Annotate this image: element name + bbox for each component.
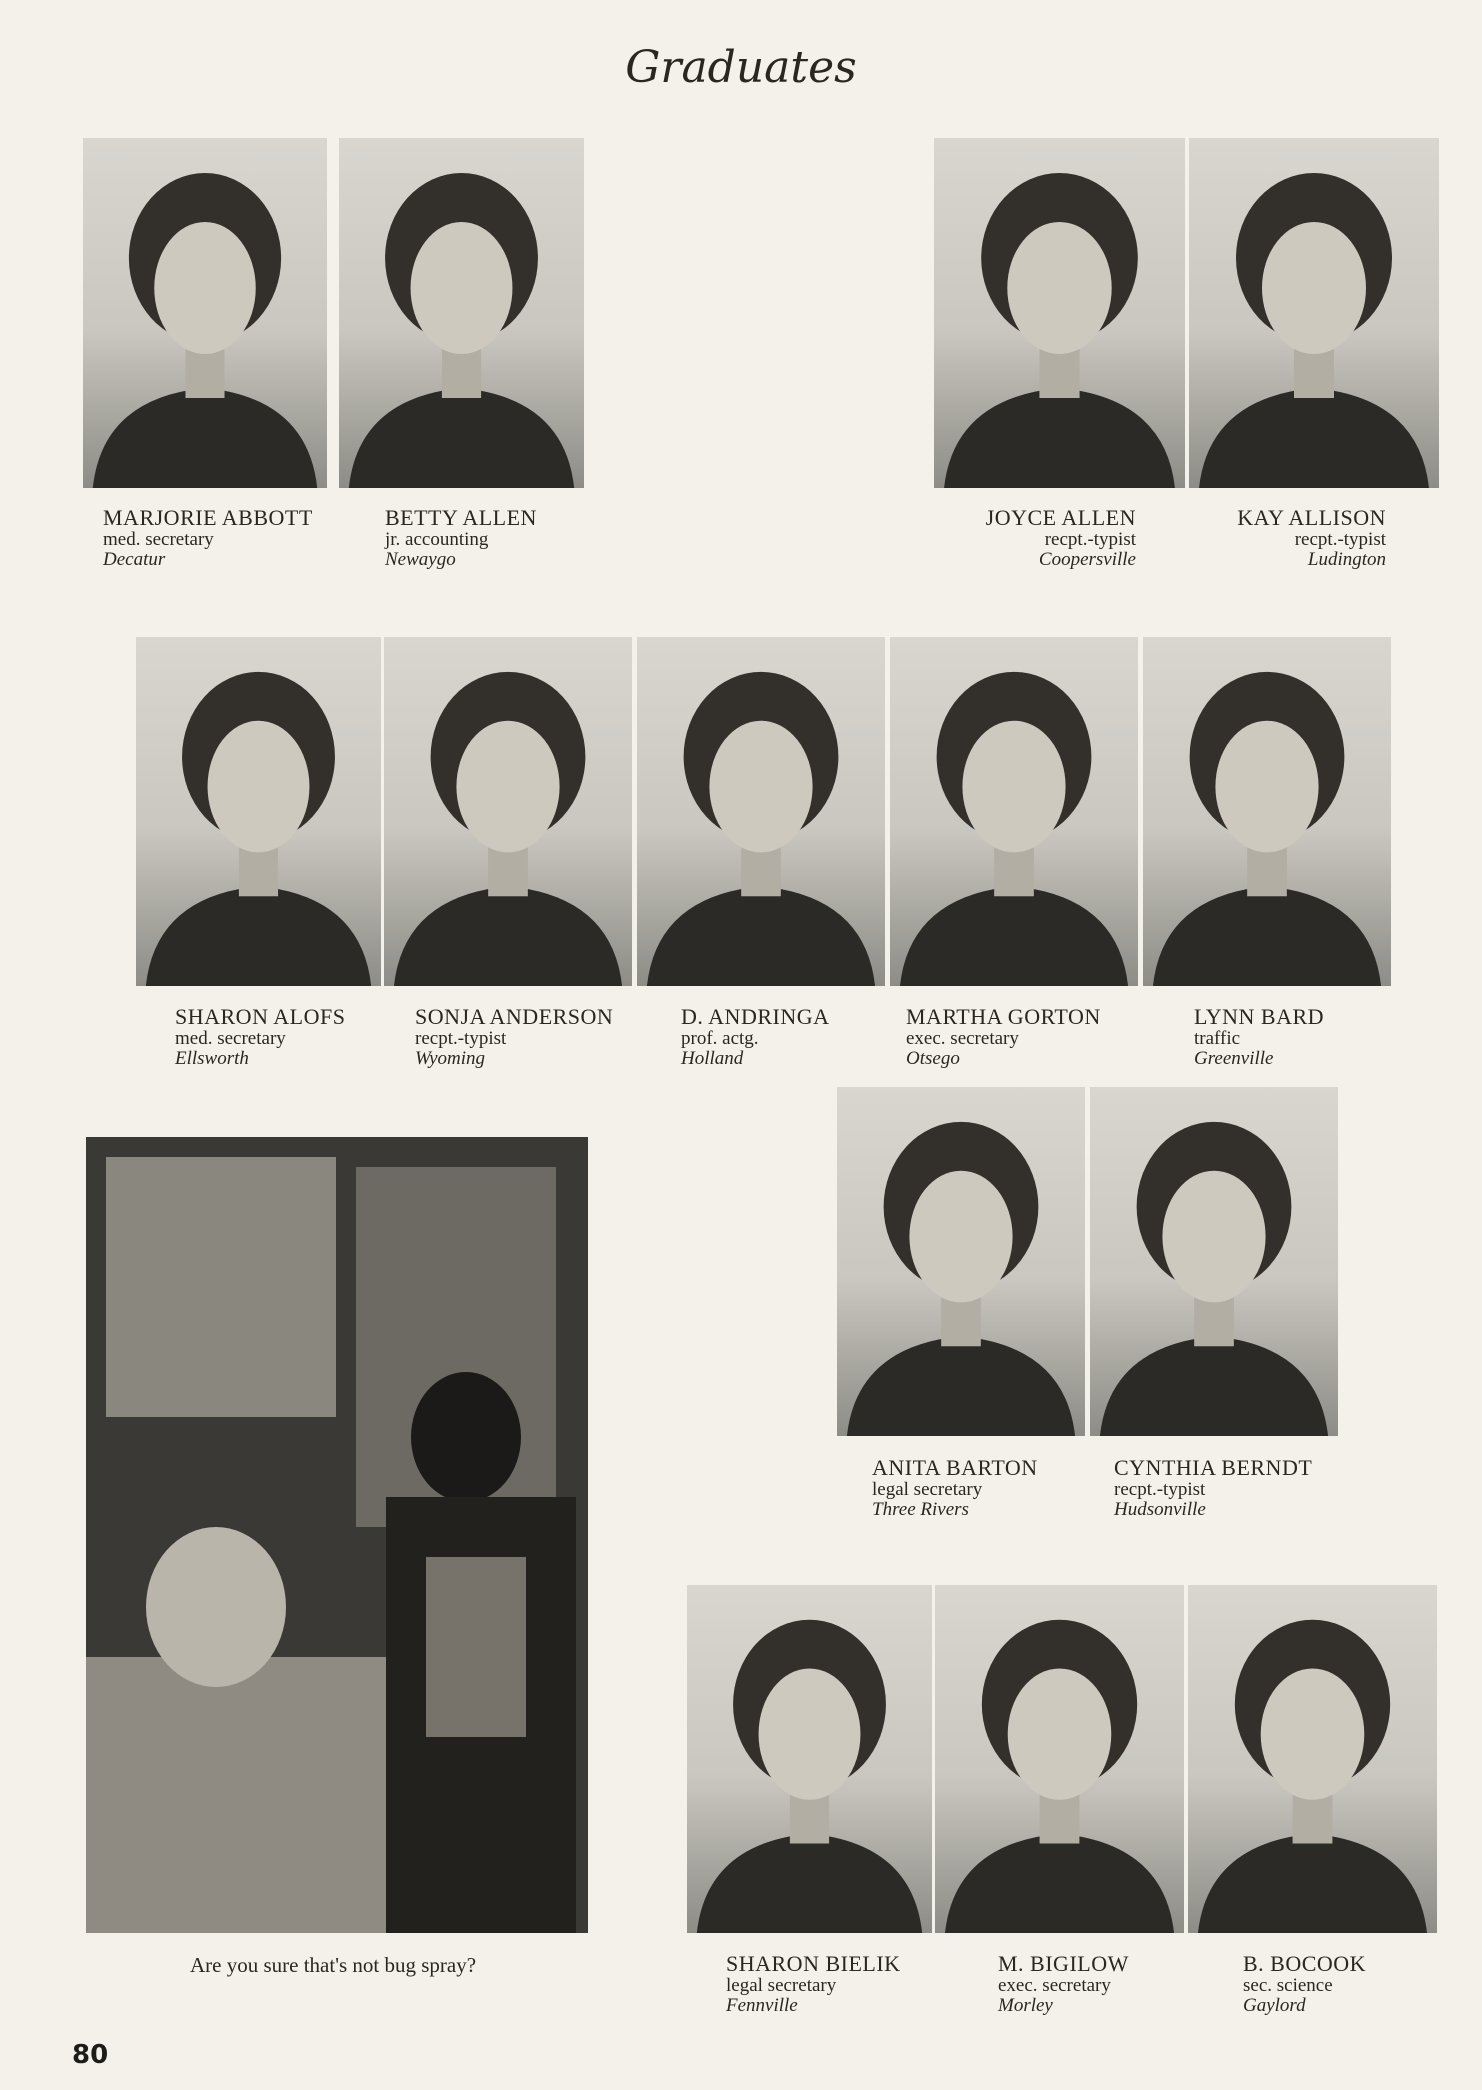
graduate-caption bbox=[900, 506, 1136, 571]
graduate-name: SONJA ANDERSON bbox=[415, 1004, 614, 1029]
graduate-caption bbox=[726, 1952, 901, 2017]
graduate-hometown: Hudsonville bbox=[1114, 1499, 1206, 1521]
graduate-name: JOYCE ALLEN bbox=[985, 505, 1136, 530]
portrait-photo bbox=[83, 138, 327, 488]
graduate-program: med. secretary bbox=[103, 528, 214, 550]
graduate-caption bbox=[103, 506, 313, 571]
graduate-hometown: Coopersville bbox=[1038, 549, 1136, 571]
graduate-program: med. secretary bbox=[175, 1027, 286, 1049]
graduate-hometown: Ludington bbox=[1307, 549, 1386, 571]
portrait-photo bbox=[934, 138, 1185, 488]
candid-photo bbox=[86, 1137, 588, 1933]
graduate-hometown: Newaygo bbox=[385, 549, 456, 571]
graduate-hometown: Fennville bbox=[726, 1995, 798, 2017]
graduate-hometown: Gaylord bbox=[1243, 1995, 1306, 2017]
graduate-name: ANITA BARTON bbox=[872, 1455, 1038, 1480]
graduate-program: legal secretary bbox=[872, 1478, 983, 1500]
graduate-caption bbox=[175, 1005, 345, 1070]
graduate-program: recpt.-typist bbox=[1294, 528, 1386, 550]
graduate-hometown: Greenville bbox=[1194, 1048, 1274, 1070]
graduate-caption bbox=[1114, 1456, 1312, 1521]
graduate-hometown: Otsego bbox=[906, 1048, 960, 1070]
portrait-photo bbox=[339, 138, 584, 488]
graduate-name: MARTHA GORTON bbox=[906, 1004, 1101, 1029]
portrait-photo bbox=[1090, 1087, 1338, 1436]
graduate-caption bbox=[1243, 1952, 1366, 2017]
graduate-program: exec. secretary bbox=[998, 1974, 1111, 1996]
graduate-name: KAY ALLISON bbox=[1237, 505, 1386, 530]
graduate-hometown: Three Rivers bbox=[872, 1499, 969, 1521]
page-number: 80 bbox=[72, 2040, 109, 2070]
graduate-program: sec. science bbox=[1243, 1974, 1333, 1996]
graduate-name: BETTY ALLEN bbox=[385, 505, 537, 530]
graduate-program: legal secretary bbox=[726, 1974, 837, 1996]
portrait-photo bbox=[890, 637, 1138, 986]
photo-caption: Are you sure that's not bug spray? bbox=[190, 1953, 477, 1977]
graduate-program: recpt.-typist bbox=[415, 1027, 507, 1049]
graduate-caption bbox=[415, 1005, 613, 1070]
graduate-caption bbox=[1194, 1005, 1324, 1070]
page-title: Graduates bbox=[625, 42, 857, 93]
portrait-photo bbox=[384, 637, 632, 986]
graduate-caption bbox=[385, 506, 537, 571]
portrait-photo bbox=[1143, 637, 1391, 986]
graduate-name: CYNTHIA BERNDT bbox=[1114, 1455, 1313, 1480]
graduate-program: recpt.-typist bbox=[1044, 528, 1136, 550]
graduate-name: SHARON ALOFS bbox=[175, 1004, 346, 1029]
portrait-photo bbox=[935, 1585, 1184, 1933]
graduate-program: exec. secretary bbox=[906, 1027, 1019, 1049]
graduate-name: M. BIGILOW bbox=[998, 1951, 1129, 1976]
portrait-photo bbox=[687, 1585, 932, 1933]
graduate-name: MARJORIE ABBOTT bbox=[103, 505, 313, 530]
graduate-program: prof. actg. bbox=[681, 1027, 759, 1049]
portrait-photo bbox=[837, 1087, 1085, 1436]
graduate-name: D. ANDRINGA bbox=[681, 1004, 830, 1029]
graduate-caption bbox=[906, 1005, 1101, 1070]
graduate-hometown: Holland bbox=[681, 1048, 744, 1070]
graduate-program: recpt.-typist bbox=[1114, 1478, 1206, 1500]
portrait-photo bbox=[1189, 138, 1439, 488]
graduate-caption bbox=[998, 1952, 1129, 2017]
graduate-caption bbox=[681, 1005, 830, 1070]
graduate-program: jr. accounting bbox=[385, 528, 489, 550]
graduate-hometown: Wyoming bbox=[415, 1048, 486, 1070]
graduate-name: B. BOCOOK bbox=[1243, 1951, 1367, 1976]
graduate-caption bbox=[872, 1456, 1038, 1521]
graduate-caption bbox=[1150, 506, 1386, 571]
graduate-name: LYNN BARD bbox=[1194, 1004, 1325, 1029]
graduate-hometown: Ellsworth bbox=[175, 1048, 249, 1070]
portrait-photo bbox=[637, 637, 885, 986]
portrait-photo bbox=[136, 637, 381, 986]
graduate-program: traffic bbox=[1194, 1027, 1241, 1049]
graduate-hometown: Decatur bbox=[103, 549, 166, 571]
graduate-hometown: Morley bbox=[998, 1995, 1053, 2017]
portrait-photo bbox=[1188, 1585, 1437, 1933]
graduate-name: SHARON BIELIK bbox=[726, 1951, 901, 1976]
